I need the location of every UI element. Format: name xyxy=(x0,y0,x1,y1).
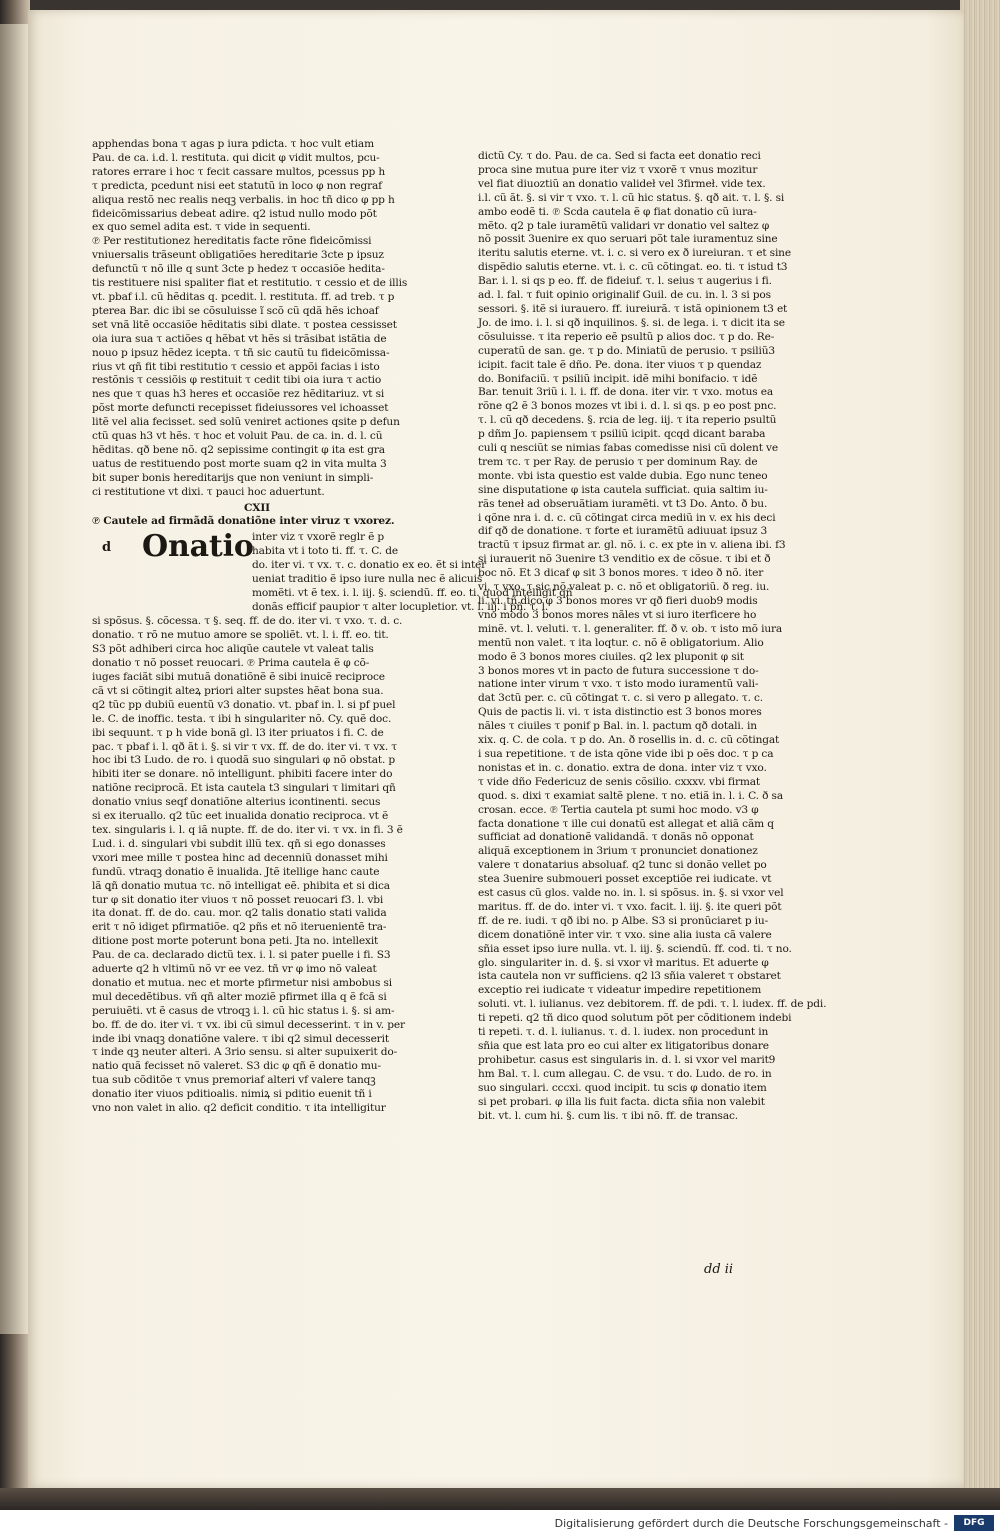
text-line: uatus de restituendo post morte suam q2 in vita multa 3 xyxy=(92,457,387,470)
text-line: est casus cũ glos. valde no. in. l. si spõsus. in. §. si vxor vel xyxy=(478,887,784,900)
text-line: tractũ τ ipsuz firmat ar. gl. nõ. i. c. ex pte in v. aliena ibi. f3 xyxy=(478,539,786,552)
text-line: dictũ Cy. τ do. Pau. de ca. Sed si facta eet donatio reci xyxy=(478,150,761,162)
text-line: bit super bonis hereditarijs que non veniunt in simpli- xyxy=(92,471,374,484)
text-line: vt. pbaf i.l. cũ hẽditas q. pcedit. l. restituta. ff. ad treb. τ p xyxy=(92,290,395,303)
text-line: litẽ vel alia fecisset. sed solũ veniret actiones qsite p defun xyxy=(92,416,400,429)
text-line: si spõsus. §. cõcessa. τ §. seq. ff. de do. iter vi. τ vxo. τ. d. c. xyxy=(92,615,403,628)
text-line: vno non valet in alio. q2 deficit conditio. τ ita intelligitur xyxy=(92,1102,386,1115)
initial-guide-letter: d xyxy=(102,540,111,556)
text-line: le. C. de inoffic. testa. τ ibi h singulariter nõ. Cy. quẽ doc. xyxy=(92,712,392,725)
text-line: cuperatũ de san. ge. τ p do. Miniatũ de perusio. τ psiliũ3 xyxy=(478,344,776,357)
chapter-title: ℗ Cautele ad firmãdã donatiõne inter viruz τ vxorez. xyxy=(92,515,395,528)
text-line: bo. ff. de do. iter vi. τ vx. ibi cũ simul decesserint. τ in v. per xyxy=(92,1018,405,1031)
text-line: ff. de re. iudi. τ qð ibi no. p Albe. S3 si pronũciaret p iu- xyxy=(478,914,769,927)
text-line: iteritu salutis eterne. vt. i. c. si vero ex ð iureiuran. τ et sine xyxy=(478,247,791,260)
text-line: donãs efficif paupior τ alter locupletior. vt. l. iij. i pñ. τ. l. xyxy=(252,600,549,613)
text-line: fideicõmissarius debeat adire. q2 istud nullo modo põt xyxy=(92,207,377,220)
text-line: τ. l. cũ qð decedens. §. rcia de leg. iij. τ ita reperio psultũ xyxy=(478,414,777,427)
text-line: boc nõ. Et 3 dicaf φ sit 3 bonos mores. τ ideo ð nõ. iter xyxy=(478,567,764,580)
text-line: fundũ. vtraqꝫ donatio ẽ inualida. Jtẽ itellige hanc caute xyxy=(92,865,380,878)
text-line: nõ possit 3uenire ex quo seruari põt tale iuramentuz sine xyxy=(478,233,778,246)
text-line: donatio iter viuos pditioalis. nimiꝝ si pditio euenit tñ i xyxy=(92,1088,372,1101)
text-line: pac. τ pbaf i. l. qð ãt i. §. si vir τ vx. ff. de do. iter vi. τ vx. τ xyxy=(92,740,398,753)
text-line: Pau. de ca. i.d. l. restituta. qui dicit φ vidit multos, pcu- xyxy=(92,151,380,164)
text-line: ex quo semel adita est. τ vide in sequenti. xyxy=(92,221,311,234)
text-line: aduerte q2 h vltimũ nõ vr ee vez. tñ vr φ imo nõ valeat xyxy=(92,963,377,976)
text-line: stea 3uenire submoueri posset exceptiõe rei iudicate. vt xyxy=(478,873,772,886)
text-line: soluti. vt. l. iulianus. vez debitorem. ff. de pdi. τ. l. iudex. ff. de pdi. xyxy=(478,998,827,1011)
text-line: vel fiat diuoztiũ an donatio valideł vel 3firmeł. vide tex. xyxy=(478,177,766,190)
text-line: ti repeti. q2 tñ dico quod solutum põt per cõditionem indebi xyxy=(478,1012,792,1025)
text-line: si iurauerit nõ 3uenire t3 venditio ex de cõsue. τ ibi et ð xyxy=(478,553,771,566)
text-line: ditione post morte poterunt bona peti. Jta no. intellexit xyxy=(92,935,379,948)
text-line: donatio et mutua. nec et morte pfirmetur nisi ambobus si xyxy=(92,976,392,989)
text-line: tis restituere nisi spaliter fiat et restitutio. τ cessio et de illis xyxy=(92,277,408,290)
text-line: rãs teneł ad obseruãtiam iuramẽti. vt t3 Do. Anto. ð bu. xyxy=(478,497,768,510)
text-line: apphendas bona τ agas p iura pdicta. τ hoc vult etiam xyxy=(92,138,374,150)
text-line: τ predicta, pcedunt nisi eet statutũ in loco φ non regraf xyxy=(92,179,382,192)
text-line: Bar. tenuit 3riũ i. l. i. ff. de dona. iter vir. τ vxo. motus ea xyxy=(478,386,774,399)
text-line: tua sub cõditõe τ vnus premoriaf alteri vf valere tanqꝫ xyxy=(92,1074,376,1087)
text-line: li. vi. tñ dico φ 3 bonos mores vr qð fieri duob9 modis xyxy=(478,595,758,607)
text-line: modo ẽ 3 bonos mores ciuiles. q2 lex pluponit φ sit xyxy=(478,650,744,663)
text-line: si ex iteruallo. q2 tũc eet inualida donatio reciproca. vt ẽ xyxy=(92,810,389,823)
text-line: exceptio rei iudicate τ videatur impedire repetitionem xyxy=(478,984,762,997)
text-line: set vnã litẽ occasiõe hẽditatis sibi dlate. τ postea cessisset xyxy=(92,318,397,331)
text-line: restõnis τ cessiõis φ restituit τ cedit tibi oia iura τ actio xyxy=(92,374,382,387)
text-line: p dñm Jo. papiensem τ psiliũ icipit. qcqd dicant baraba xyxy=(478,428,766,441)
text-line: erit τ nõ idiget pfirmatiõe. q2 pñs et nõ iteruenientẽ tra- xyxy=(92,921,387,934)
text-line: 3 bonos mores vt in pacto de futura successione τ do- xyxy=(478,664,759,677)
text-line: facta donatione τ ille cui donatũ est allegat et aliã cãm q xyxy=(478,817,774,830)
text-line: dispẽdio salutis eterne. vt. i. c. cũ cõtingat. eo. ti. τ istud t3 xyxy=(478,261,788,274)
text-line: valere τ donatarius absoluaf. q2 tunc si donão vellet po xyxy=(478,859,767,872)
text-line: nes que τ quas h3 heres et occasiõe rez hẽditariuz. vt si xyxy=(92,388,385,401)
bottom-shadow xyxy=(0,1488,1000,1510)
text-line: ambo eodẽ ti. ℗ Scda cautela ẽ φ fiat donatio cũ iura- xyxy=(478,205,757,218)
text-line: monte. vbi ista questio est valde dubia. Ego nunc teneo xyxy=(478,469,768,482)
text-line: quod. s. dixi τ examiat saltẽ plene. τ no. etiã in. l. i. C. ð sa xyxy=(478,789,784,802)
text-line: donatio τ nõ posset reuocari. ℗ Prima cautela ẽ φ cõ- xyxy=(92,657,370,670)
text-line: Jo. de imo. i. l. si qð inquilinos. §. si. de lega. i. τ dicit ita se xyxy=(478,316,785,329)
left-page-leaf xyxy=(0,24,29,1334)
text-line: ratores errare i hoc τ fecit cassare multos, pcessus pp h xyxy=(92,165,386,178)
text-line: mentũ non valet. τ ita loqtur. c. nõ ẽ obligatorium. Alio xyxy=(478,636,764,649)
text-line: ci restitutione vt dixi. τ pauci hoc aduertunt. xyxy=(92,485,325,498)
text-line: natiõne reciprocã. Et ista cautela t3 singulari τ limitari qñ xyxy=(92,782,396,795)
text-line: minẽ. vt. l. veluti. τ. l. generaliter. ff. ð v. ob. τ isto mõ iura xyxy=(478,622,783,635)
text-line: ita donat. ff. de do. cau. mor. q2 talis donatio stati valida xyxy=(92,907,387,920)
text-line: bit. vt. l. cum hi. §. cum lis. τ ibi nõ. ff. de transac. xyxy=(478,1109,739,1122)
text-line: iuges faciãt sibi mutuã donatiõnẽ ẽ sibi inuicẽ reciproce xyxy=(92,671,385,683)
initial-word: Onatio xyxy=(142,529,254,565)
text-line: ti repeti. τ. d. l. iulianus. τ. d. l. iudex. non procedunt in xyxy=(478,1026,769,1039)
chapter-number: CXII xyxy=(244,501,270,514)
text-line: i qõne nra i. d. c. cũ cõtingat circa mediũ in v. ex his deci xyxy=(478,511,776,524)
text-line: mẽto. q2 p tale iuramẽtũ validari vr donatio vel saltez φ xyxy=(478,219,770,232)
text-line: τ vide dño Federicuz de senis cõsilio. cxxxv. vbi firmat xyxy=(478,775,761,788)
dfg-logo: DFG xyxy=(954,1515,994,1531)
text-line: S3 põt adhiberi circa hoc aliqũe cautele vt valeat talis xyxy=(92,643,374,656)
text-line: vno modo 3 bonos mores nãles vt si iuro iterficere ho xyxy=(478,608,757,621)
right-page-edges xyxy=(960,0,1000,1510)
text-line: hibiti iter se donare. nõ intelligunt. phibiti facere inter do xyxy=(92,768,393,781)
text-line: hoc ibi t3 Ludo. de ro. i quodã suo singulari φ nõ obstat. p xyxy=(92,754,396,767)
text-line: ℗ Per restitutionez hereditatis facte rõne fideicõmissi xyxy=(92,235,372,248)
text-line: vxori mee mille τ postea hinc ad decenniũ donasset mihi xyxy=(92,851,388,864)
text-line: cã vt si cõtingit alteꝝ priori alter supstes hẽat bona sua. xyxy=(92,684,384,697)
text-line: tur φ sit donatio iter viuos τ nõ posset reuocari f3. l. vbi xyxy=(92,893,384,906)
text-line: dat 3ctũ per. c. cũ cõtingat τ. c. si vero p allegato. τ. c. xyxy=(478,692,764,705)
right-text-column xyxy=(478,150,827,1123)
text-line: i sua repetitione. τ de ista qõne vide ibi p oẽs doc. τ p ca xyxy=(478,747,774,760)
text-line: hẽditas. qð bene nõ. q2 sepissime contingit φ ita est gra xyxy=(92,443,385,456)
text-line: nonistas et in. c. donatio. extra de dona. inter viz τ vxo. xyxy=(478,761,767,774)
text-line: lã ꝗñ donatio mutua τc. nõ intelligat eẽ. phibita et si dica xyxy=(92,879,390,892)
text-line: aliqua restõ nec realis neqꝫ verbalis. in hoc tñ dico φ pp h xyxy=(92,193,395,206)
text-line: põst morte defuncti recepisset fideiussores vel ichoasset xyxy=(92,402,389,415)
text-line: trem τc. τ per Ray. de perusio τ per dominum Ray. de xyxy=(478,455,758,468)
text-line: sñia que est lata pro eo cui alter ex litigatoribus donare xyxy=(478,1040,769,1052)
text-line: glo. singulariter in. d. §. si vxor vł maritus. Et aduerte φ xyxy=(478,956,769,969)
footer-credit-text: Digitalisierung gefördert durch die Deutsche Forschungsgemeinschaft - xyxy=(554,1517,948,1530)
left-text-column xyxy=(92,138,573,1116)
text-line: dif qð de donatione. τ forte et iuramẽtũ adiuuat ipsuz 3 xyxy=(478,525,768,538)
text-line: maritus. ff. de do. inter vi. τ vxo. facit. l. iij. §. ite queri põt xyxy=(478,900,782,913)
text-line: donatio vnius seqf donatiõne alterius icontinenti. secus xyxy=(92,796,381,809)
text-line: sessori. §. itẽ si iurauero. ff. iureiurã. τ istã opinionem t3 et xyxy=(478,302,788,315)
text-line: inde ibi vnaqꝫ donatiõne valere. τ ibi q2 simul decesserit xyxy=(92,1032,389,1045)
left-column-paragraph-b xyxy=(92,615,422,1116)
text-line: τ inde qꝫ neuter alteri. A 3rio sensu. si alter supuixerit do- xyxy=(92,1046,398,1059)
text-line: tex. singularis i. l. q iã nupte. ff. de do. iter vi. τ vx. in fi. 3 ẽ xyxy=(92,823,403,836)
text-line: donatio. τ rõ ne mutuo amore se spoliẽt. vt. l. i. ff. eo. tit. xyxy=(92,629,389,642)
text-line: do. iter vi. τ vx. τ. c. donatio ex eo. ẽt si inter xyxy=(252,559,487,572)
text-line: ad. l. fal. τ fuit opinio originalif Guil. de cu. in. l. 3 si pos xyxy=(478,289,771,302)
text-line: sñia esset ipso iure nulla. vt. l. iij. §. sciendũ. ff. cod. ti. τ no. xyxy=(478,942,792,955)
text-line: inter viz τ vxorẽ reglr ẽ p xyxy=(252,531,385,544)
text-line: habita vt i toto ti. ff. τ. C. de xyxy=(252,545,398,558)
text-line: proca sine mutua pure iter viz τ vxorẽ τ vnus mozitur xyxy=(478,163,758,176)
text-line: Lud. i. d. singulari vbi subdit illũ tex. qñ si ego donasses xyxy=(92,837,386,850)
decorated-initial-block xyxy=(92,529,573,615)
text-line: peruiuẽti. vt ẽ casus de vtroqꝫ i. l. cũ hic status i. §. si am- xyxy=(92,1004,395,1017)
text-line: do. Bonifaciũ. τ psiliũ incipit. idẽ mihi bonifacio. τ idẽ xyxy=(478,372,758,385)
text-line: aliquã exceptionem in 3rium τ pronunciet donationez xyxy=(478,845,758,858)
text-line: xix. q. C. de cola. τ p do. An. ð rosellis in. d. c. cũ cõtingat xyxy=(478,734,780,747)
text-line: oia iura sua τ actiões q hẽbat vt hẽs si trãsibat istãtia de xyxy=(92,332,387,345)
text-line: vi. τ vxo. τ sic nõ valeat p. c. nõ et obligatoriũ. ð reg. iu. xyxy=(478,581,770,594)
text-line: Pau. de ca. declarado dictũ tex. i. l. si pater puelle i fi. S3 xyxy=(92,949,391,962)
footer-bar xyxy=(0,1510,1000,1536)
initial-side-lines xyxy=(252,531,573,614)
text-line: culi q nesciũt se nimias fabas comedisse nisi cũ dolent ve xyxy=(478,442,778,455)
text-line: natione inter virum τ vxo. τ isto modo iuramentũ vali- xyxy=(478,678,759,691)
text-line: icipit. facit tale ẽ dño. Pe. dona. iter viuos τ p quendaz xyxy=(478,358,762,371)
text-line: ctũ quas h3 vt hẽs. τ hoc et voluit Pau. de ca. in. d. l. cũ xyxy=(92,430,383,443)
text-line: mul decedẽtibus. vñ qñ alter moziẽ pfirmet illa q ẽ fcã si xyxy=(92,990,387,1003)
text-line: sufficiat ad donationẽ validandã. τ donãs nõ opponat xyxy=(478,831,754,844)
signature-mark: dd ii xyxy=(704,1262,734,1277)
text-line: ista cautela non vr sufficiens. q2 l3 sñia valeret τ obstaret xyxy=(478,970,781,983)
text-line: nouo p ipsuz hẽdez icepta. τ tñ sic cautũ tu fideicõmissa- xyxy=(92,346,390,359)
text-line: ibi sequunt. τ p h vide bonã gl. l3 iter priuatos i fi. C. de xyxy=(92,726,384,739)
text-line: nãles τ ciuiles τ ponif p Bal. in. l. pactum qð dotali. in xyxy=(478,720,757,733)
text-line: suo singulari. cccxi. quod incipit. tu scis φ donatio item xyxy=(478,1081,767,1094)
text-line: Quis de pactis li. vi. τ ista distinctio est 3 bonos mores xyxy=(478,706,762,719)
text-line: defunctũ τ nõ ille q sunt 3cte p hedez τ occasiõe hedita- xyxy=(92,263,385,276)
text-line: crosan. ecce. ℗ Tertia cautela pt sumi hoc modo. v3 φ xyxy=(478,803,759,816)
text-line: pterea Bar. dic ibi se cõsuluisse ĩ scõ cũ qdã hẽs ichoaf xyxy=(92,304,379,317)
text-line: natio quã fecisset nõ valeret. S3 dic φ qñ ẽ donatio mu- xyxy=(92,1060,381,1073)
text-line: prohibetur. casus est singularis in. d. l. si vxor vel marit9 xyxy=(478,1053,776,1066)
text-line: sine disputatione φ ista cautela sufficiat. quia saltim iu- xyxy=(478,483,768,496)
text-line: dicem donatiõnẽ inter vir. τ vxo. sine alia iusta cã valere xyxy=(478,928,772,941)
text-line: q2 tũc pp dubiũ euentũ v3 donatio. vt. pbaf in. l. si pf puel xyxy=(92,698,396,711)
left-column-paragraph-a xyxy=(92,138,422,500)
text-line: i.l. cũ ãt. §. si vir τ vxo. τ. l. cũ hic status. §. qð ait. τ. l. §. si xyxy=(478,191,785,204)
text-line: hm Bal. τ. l. cum allegau. C. de vsu. τ do. Ludo. de ro. in xyxy=(478,1067,772,1080)
text-line: cõsuluisse. τ ita reperio eẽ psultũ p alios doc. τ p do. Re- xyxy=(478,330,775,343)
text-line: si pet probari. φ illa lis fuit facta. dicta sñia non valebit xyxy=(478,1095,765,1108)
text-line: Bar. i. l. si qs p eo. ff. de fideiuf. τ. l. seius τ augerius i fi. xyxy=(478,275,772,288)
text-line: vniuersalis trãseunt obligatiões hereditarie 3cte p ipsuz xyxy=(92,249,384,262)
text-line: rius vt qñ fit tibi restitutio τ cessio et appõi facias i isto xyxy=(92,360,380,373)
text-line: rõne q2 ẽ 3 bonos mozes vt ibi i. d. l. si qs. p eo post pnc. xyxy=(478,400,777,413)
text-line: ueniat traditio ẽ ipso iure nulla nec ẽ alicuis xyxy=(252,573,483,586)
text-line: momẽti. vt ẽ tex. i. l. iij. §. sciendũ. ff. eo. ti. quod intelligit qñ xyxy=(252,587,573,599)
